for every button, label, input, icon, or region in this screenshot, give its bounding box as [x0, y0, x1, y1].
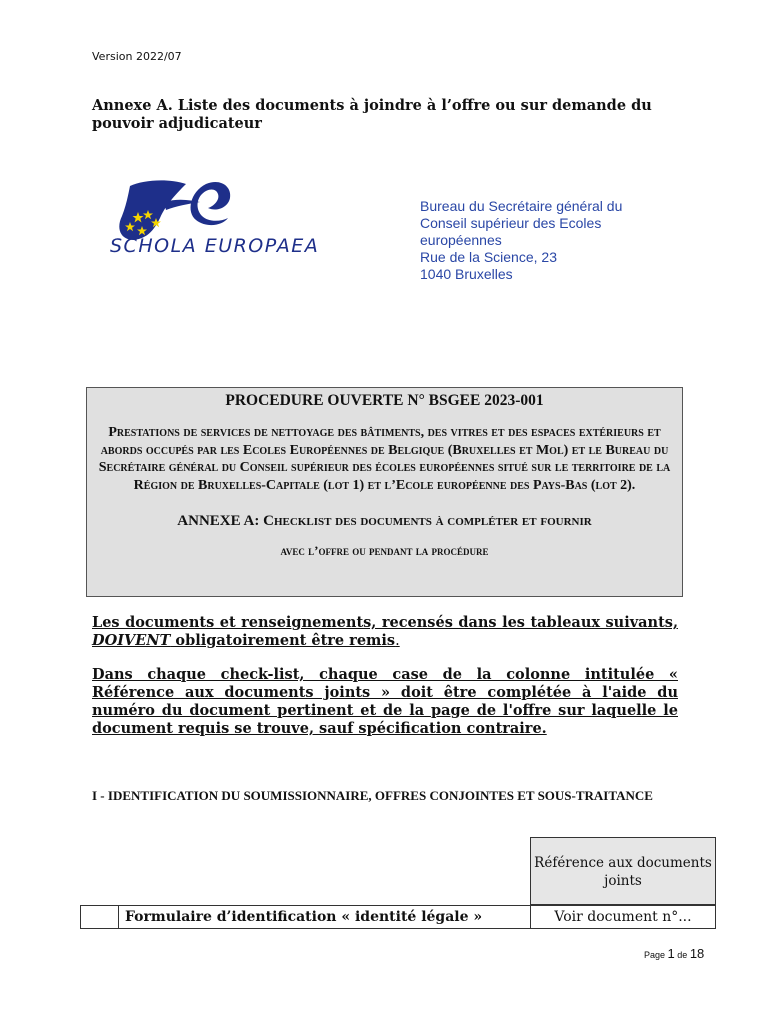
address-block	[420, 198, 720, 283]
procedure-box	[86, 387, 683, 597]
notice-emphasis: DOIVENT	[92, 632, 171, 649]
procedure-annex-line1: ANNEXE A: Checklist des documents à compléter et fournir	[177, 513, 592, 529]
address-org-line2: Conseil supérieur des Ecoles	[420, 215, 602, 231]
row-reference-cell[interactable]: Voir document n°...	[554, 909, 692, 925]
notice-text-2: obligatoirement être remis	[170, 632, 396, 649]
schola-europaea-logo	[108, 178, 340, 258]
address-street: Rue de la Science, 23	[420, 249, 557, 265]
mandatory-notice	[92, 614, 678, 650]
notice-text-end: .	[395, 633, 400, 649]
page-current: 1	[667, 946, 675, 961]
page-sep: de	[677, 950, 688, 960]
procedure-description: Prestations de services de nettoyage des bâtiments, des vitres et des espaces extérieurs et abords occupés par les Ecoles Européennes de Belgique (Bruxelles et Mol) et le Bureau du Secrétaire général du Conseil supérieur des écoles européennes situé sur le territoire de la Région de Bruxelles-Capitale (lot 1) et l’Ecole européenne des Pays-Bas (lot 2).	[98, 425, 671, 493]
procedure-title: PROCEDURE OUVERTE N° BSGEE 2023-001	[225, 392, 544, 409]
notice-text-1: Les documents et renseignements, recensés dans les tableaux suivants,	[92, 614, 678, 631]
annex-title: Annexe A. Liste des documents à joindre à l’offre ou sur demande du pouvoir adjudicateur	[92, 97, 652, 132]
logo-brush-c	[191, 182, 231, 225]
page-prefix: Page	[644, 950, 666, 960]
row-number-cell	[81, 906, 119, 928]
page-total: 18	[689, 946, 705, 961]
page-number	[644, 946, 704, 961]
logo-brush-left	[119, 180, 186, 240]
procedure-annex-line2: avec l’offre ou pendant la procédure	[280, 543, 489, 558]
procedure-annex-heading	[87, 506, 682, 566]
checklist-instructions: Dans chaque check-list, chaque case de la colonne intitulée « Référence aux documents joints » doit être complétée à l'aide du numéro du document pertinent et de la page de l'offre sur laquelle le document requis se trouve, sauf spécification contraire.	[92, 666, 678, 737]
address-city: 1040 Bruxelles	[420, 266, 513, 282]
version-label: Version 2022/07	[92, 50, 182, 63]
address-org-line3: européennes	[420, 232, 502, 248]
logo-graphic	[108, 178, 340, 258]
reference-column-header: Référence aux documents joints	[530, 837, 716, 905]
table-row	[80, 905, 716, 929]
address-org-line1: Bureau du Secrétaire général du	[420, 198, 623, 214]
row-label-cell: Formulaire d’identification « identité légale »	[119, 906, 531, 928]
section-heading: I - IDENTIFICATION DU SOUMISSIONNAIRE, OFFRES CONJOINTES ET SOUS-TRAITANCE	[92, 788, 653, 803]
logo-text: SCHOLA EUROPAEA	[110, 235, 320, 257]
